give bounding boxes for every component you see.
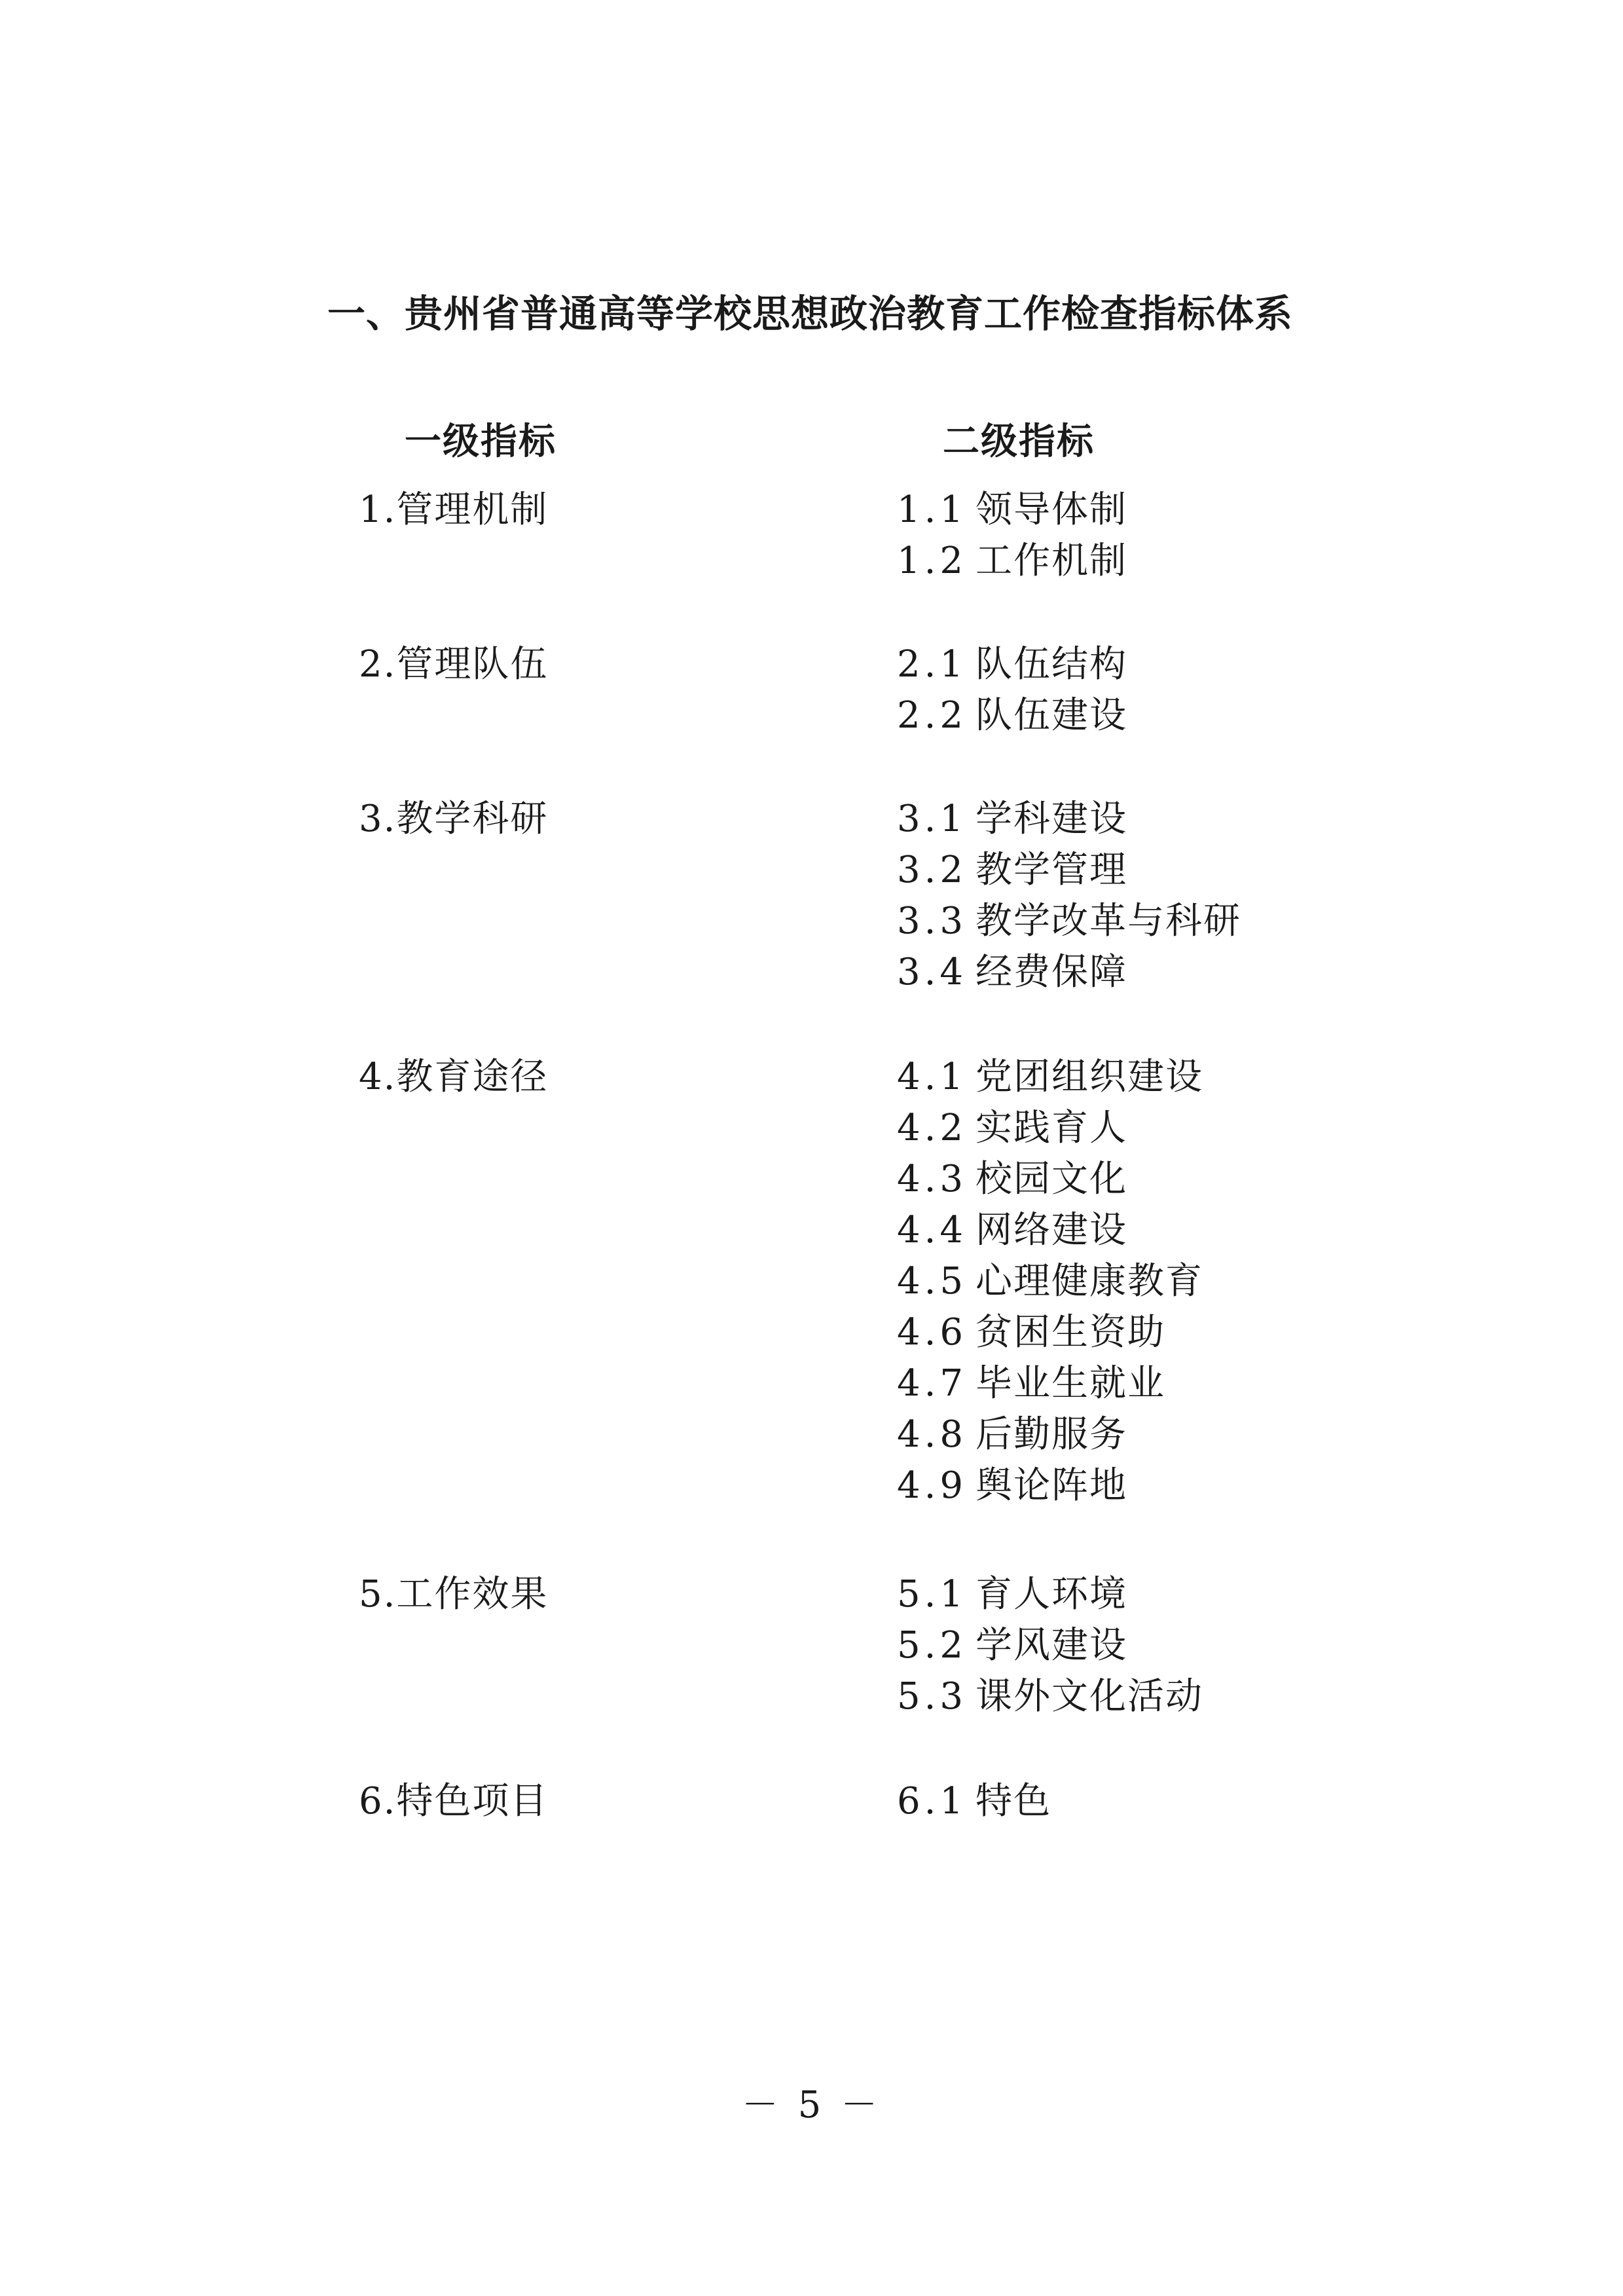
secondary-indicator-number: 5.2	[897, 1624, 968, 1667]
secondary-indicator-number: 2.2	[897, 694, 968, 737]
secondary-indicator	[897, 794, 1241, 845]
secondary-indicator-label: 教学改革与科研	[976, 900, 1241, 942]
secondary-indicator-label: 贫困生资助	[976, 1311, 1165, 1354]
secondary-indicator-number: 5.1	[897, 1573, 968, 1616]
secondary-indicator-label: 队伍建设	[976, 694, 1127, 737]
secondary-indicator-list	[897, 1569, 1203, 1722]
secondary-indicator-label: 特色	[976, 1780, 1051, 1823]
secondary-indicator-number: 6.1	[897, 1780, 968, 1823]
page-number: － 5 －	[741, 2084, 882, 2126]
secondary-indicator	[897, 845, 1241, 896]
secondary-indicator-list	[897, 794, 1241, 998]
secondary-indicator-number: 1.2	[897, 540, 968, 582]
secondary-indicator-label: 学科建设	[976, 798, 1127, 840]
secondary-indicator-number: 3.4	[897, 951, 968, 993]
secondary-indicator	[897, 1620, 1203, 1671]
secondary-indicator-number: 5.3	[897, 1675, 968, 1718]
secondary-indicator-label: 实践育人	[976, 1107, 1127, 1149]
secondary-indicator	[897, 1460, 1203, 1511]
primary-indicator: 4.教育途径	[359, 1056, 549, 1098]
secondary-indicator	[897, 536, 1127, 587]
secondary-indicator-number: 4.6	[897, 1311, 968, 1354]
secondary-indicator-number: 4.4	[897, 1209, 968, 1251]
secondary-indicator	[897, 1671, 1203, 1722]
primary-indicator: 2.管理队伍	[359, 643, 549, 686]
document-title: 一、贵州省普通高等学校思想政治教育工作检查指标体系	[327, 291, 1294, 336]
secondary-indicator-label: 校园文化	[976, 1158, 1127, 1200]
secondary-indicator-list	[897, 639, 1127, 741]
secondary-indicator	[897, 690, 1127, 741]
secondary-indicator-label: 网络建设	[976, 1209, 1127, 1251]
secondary-indicator-list	[897, 1052, 1203, 1511]
secondary-indicator-header: 二级指标	[943, 420, 1095, 463]
secondary-indicator	[897, 1052, 1203, 1103]
primary-indicator: 3.教学科研	[359, 798, 549, 840]
secondary-indicator	[897, 1154, 1203, 1205]
secondary-indicator	[897, 1256, 1203, 1307]
secondary-indicator	[897, 1205, 1203, 1256]
secondary-indicator-label: 教学管理	[976, 849, 1127, 891]
secondary-indicator-label: 后勤服务	[976, 1413, 1127, 1456]
secondary-indicator-label: 队伍结构	[976, 643, 1127, 686]
secondary-indicator	[897, 1409, 1203, 1460]
secondary-indicator	[897, 1569, 1203, 1620]
secondary-indicator-label: 育人环境	[976, 1573, 1127, 1616]
secondary-indicator-number: 2.1	[897, 643, 968, 686]
secondary-indicator	[897, 1307, 1203, 1358]
secondary-indicator-label: 党团组织建设	[976, 1056, 1203, 1098]
secondary-indicator-number: 1.1	[897, 489, 968, 531]
secondary-indicator	[897, 639, 1127, 690]
secondary-indicator-number: 3.2	[897, 849, 968, 891]
secondary-indicator-label: 舆论阵地	[976, 1464, 1127, 1507]
secondary-indicator-number: 3.3	[897, 900, 968, 942]
secondary-indicator	[897, 485, 1127, 536]
secondary-indicator	[897, 1103, 1203, 1154]
secondary-indicator-number: 4.7	[897, 1362, 968, 1405]
primary-indicator: 5.工作效果	[359, 1573, 549, 1616]
secondary-indicator-number: 4.3	[897, 1158, 968, 1200]
secondary-indicator-label: 领导体制	[976, 489, 1127, 531]
secondary-indicator	[897, 947, 1241, 998]
primary-indicator: 1.管理机制	[359, 489, 549, 531]
secondary-indicator	[897, 896, 1241, 947]
primary-indicator: 6.特色项目	[359, 1780, 549, 1823]
secondary-indicator-label: 经费保障	[976, 951, 1127, 993]
secondary-indicator-label: 工作机制	[976, 540, 1127, 582]
secondary-indicator-label: 毕业生就业	[976, 1362, 1165, 1405]
secondary-indicator-label: 心理健康教育	[976, 1260, 1203, 1303]
secondary-indicator-number: 4.8	[897, 1413, 968, 1456]
secondary-indicator-label: 学风建设	[976, 1624, 1127, 1667]
secondary-indicator	[897, 1358, 1203, 1409]
secondary-indicator-list	[897, 485, 1127, 587]
secondary-indicator-number: 4.9	[897, 1464, 968, 1507]
primary-indicator-header: 一级指标	[405, 420, 556, 463]
secondary-indicator-list	[897, 1776, 1051, 1827]
secondary-indicator-number: 4.5	[897, 1260, 968, 1303]
secondary-indicator-number: 4.1	[897, 1056, 968, 1098]
secondary-indicator-number: 4.2	[897, 1107, 968, 1149]
secondary-indicator-number: 3.1	[897, 798, 968, 840]
secondary-indicator	[897, 1776, 1051, 1827]
secondary-indicator-label: 课外文化活动	[976, 1675, 1203, 1718]
